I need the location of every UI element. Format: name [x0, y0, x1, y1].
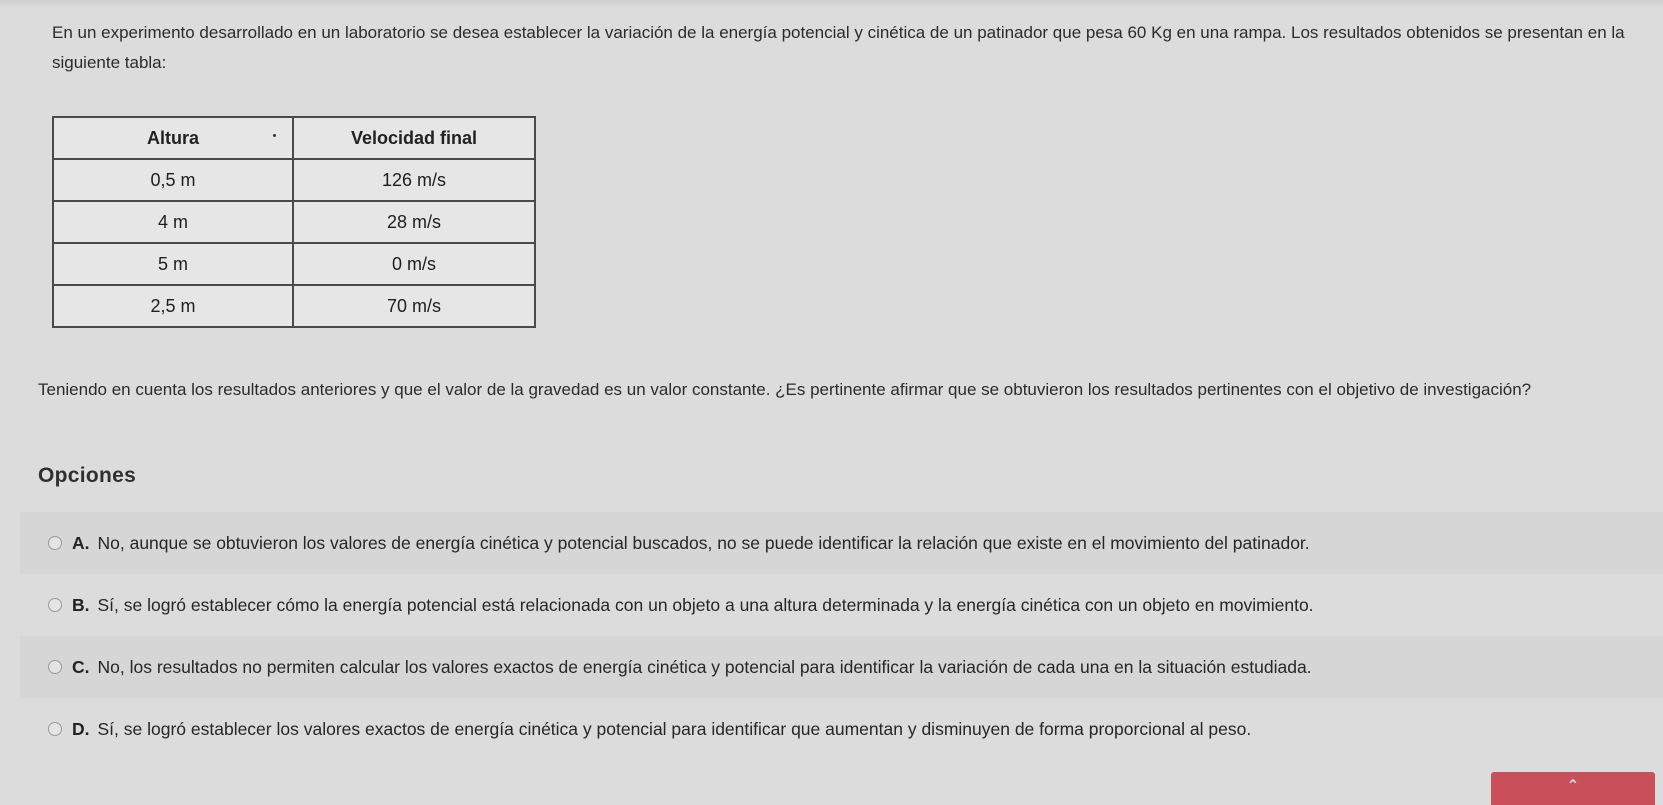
- table-cell: 70 m/s: [293, 285, 535, 327]
- column-header-altura[interactable]: Altura: [53, 117, 293, 159]
- option-d[interactable]: [20, 698, 1663, 760]
- table-cell: 2,5 m: [53, 285, 293, 327]
- option-text: No, los resultados no permiten calcular los valores exactos de energía cinética y potencial para identificar la variación de cada una en la situación estudiada.: [97, 656, 1312, 677]
- option-text: Sí, se logró establecer los valores exactos de energía cinética y potencial para identificar que aumentan y disminuyen de forma proporcional al peso.: [97, 718, 1252, 739]
- table-cell: 0 m/s: [293, 243, 535, 285]
- option-c[interactable]: [20, 636, 1663, 698]
- table-cell: 28 m/s: [293, 201, 535, 243]
- option-text: Sí, se logró establecer cómo la energía potencial está relacionada con un objeto a una altura determinada y la energía cinética con un objeto en movimiento.: [97, 594, 1314, 615]
- option-letter: A.: [72, 532, 90, 553]
- radio-button-icon[interactable]: [48, 536, 62, 550]
- chevron-up-icon: ⌃: [1566, 778, 1580, 795]
- option-a[interactable]: [20, 512, 1663, 574]
- table-cell: 0,5 m: [53, 159, 293, 201]
- options-heading: Opciones: [38, 464, 137, 487]
- scroll-up-button[interactable]: [1491, 772, 1655, 805]
- radio-button-icon[interactable]: [48, 722, 62, 736]
- radio-button-icon[interactable]: [48, 660, 62, 674]
- option-letter: B.: [72, 594, 90, 615]
- table-cell: 126 m/s: [293, 159, 535, 201]
- option-text: No, aunque se obtuvieron los valores de energía cinética y potencial buscados, no se puede identificar la relación que existe en el movimiento del patinador.: [97, 532, 1310, 553]
- question-text: Teniendo en cuenta los resultados anteriores y que el valor de la gravedad es un valor constante. ¿Es pertinente afirmar que se obtuvieron los resultados pertinentes con el objetivo de investigación?: [38, 380, 1532, 399]
- option-letter: D.: [72, 718, 90, 739]
- results-table: [52, 116, 536, 328]
- intro-text: En un experimento desarrollado en un laboratorio se desea establecer la variación de la energía potencial y cinética de un patinador que pesa 60 Kg en una rampa. Los resultados obtenidos se presentan en la siguiente tabla:: [52, 23, 1625, 72]
- table-cell: 4 m: [53, 201, 293, 243]
- table-row: [53, 285, 535, 327]
- column-header-velocidad[interactable]: Velocidad final: [293, 117, 535, 159]
- table-cell: 5 m: [53, 243, 293, 285]
- table-row: [53, 159, 535, 201]
- top-divider: [0, 0, 1663, 8]
- table-row: [53, 201, 535, 243]
- table-row: [53, 243, 535, 285]
- option-letter: C.: [72, 656, 90, 677]
- sort-dot-icon: [273, 134, 276, 137]
- option-b[interactable]: [20, 574, 1663, 636]
- radio-button-icon[interactable]: [48, 598, 62, 612]
- table-header-row: [53, 117, 535, 159]
